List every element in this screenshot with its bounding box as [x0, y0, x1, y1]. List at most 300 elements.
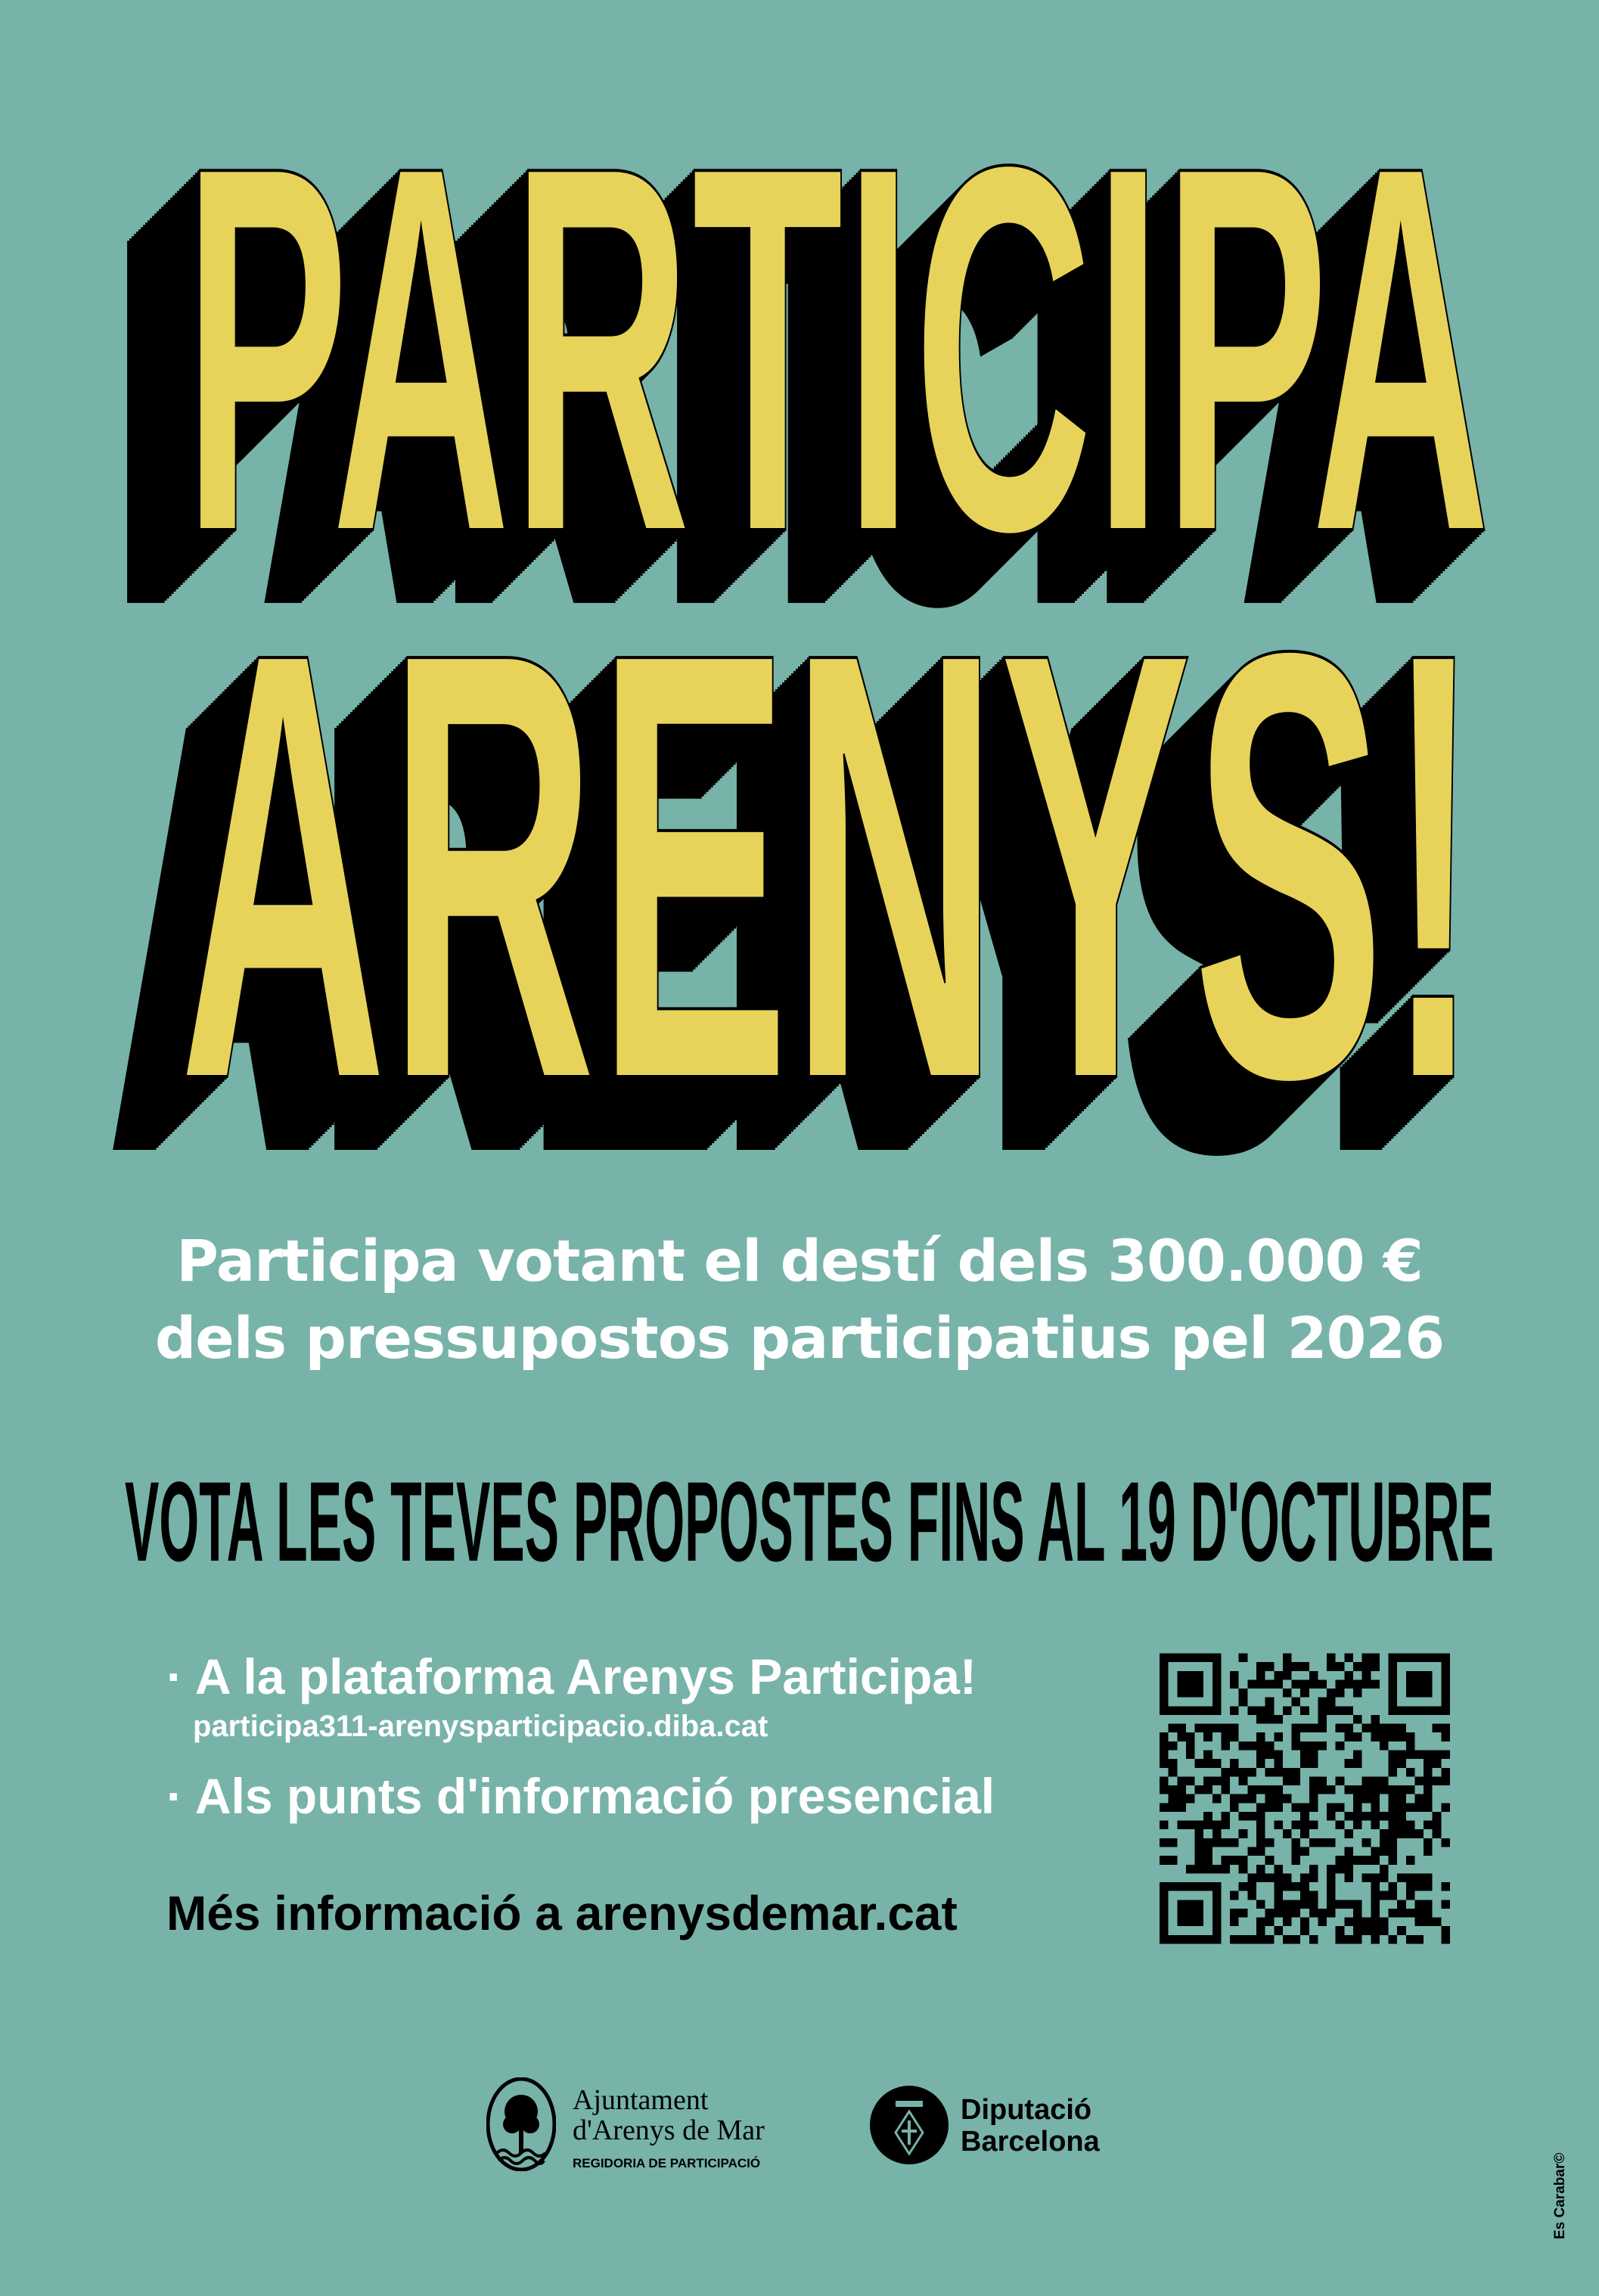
qr-module [1292, 1698, 1301, 1707]
qr-module [1300, 1891, 1309, 1900]
qr-module [1441, 1776, 1450, 1785]
qr-module [1247, 1679, 1256, 1689]
qr-module [1230, 1768, 1239, 1777]
qr-module [1256, 1821, 1265, 1830]
qr-module [1300, 1918, 1309, 1927]
qr-module [1256, 1900, 1265, 1909]
qr-module [1283, 1909, 1292, 1918]
qr-module [1353, 1751, 1362, 1760]
qr-module [1221, 1812, 1230, 1821]
qr-module [1318, 1918, 1327, 1927]
qr-module [1300, 1900, 1309, 1909]
qr-module [1397, 1909, 1406, 1918]
qr-module [1230, 1679, 1239, 1689]
qr-module [1256, 1741, 1265, 1751]
qr-module [1353, 1856, 1362, 1865]
qr-module [1212, 1724, 1222, 1733]
qr-module [1318, 1679, 1327, 1689]
qr-module [1336, 1926, 1345, 1935]
qr-module [1309, 1741, 1318, 1751]
qr-module [1292, 1679, 1301, 1689]
qr-module [1362, 1724, 1371, 1733]
qr-module [1265, 1856, 1275, 1865]
qr-module [1256, 1785, 1265, 1794]
qr-module [1414, 1909, 1424, 1918]
qr-module [1344, 1679, 1353, 1689]
qr-module [1336, 1803, 1345, 1812]
qr-module [1344, 1873, 1353, 1882]
qr-module [1371, 1812, 1380, 1821]
qr-module [1424, 1759, 1433, 1768]
qr-module [1380, 1741, 1389, 1751]
qr-module [1362, 1654, 1371, 1663]
qr-module [1274, 1909, 1283, 1918]
qr-module [1389, 1856, 1398, 1865]
qr-module [1353, 1732, 1362, 1741]
qr-module [1292, 1856, 1301, 1865]
qr-module [1230, 1794, 1239, 1804]
qr-module [1239, 1856, 1248, 1865]
qr-module [1336, 1706, 1345, 1715]
qr-module [1353, 1821, 1362, 1830]
qr-module [1239, 1768, 1248, 1777]
qr-module [1247, 1882, 1256, 1891]
qr-module [1406, 1873, 1415, 1882]
qr-module [1292, 1724, 1301, 1733]
qr-module [1397, 1794, 1406, 1804]
qr-module [1406, 1909, 1415, 1918]
qr-module [1309, 1821, 1318, 1830]
qr-module [1406, 1751, 1415, 1760]
qr-module [1230, 1803, 1239, 1812]
qr-module [1283, 1829, 1292, 1838]
ajuntament-emblem [486, 2077, 556, 2171]
qr-module [1265, 1918, 1275, 1927]
qr-module [1169, 1856, 1178, 1865]
qr-module [1441, 1900, 1450, 1909]
qr-module [1389, 1785, 1398, 1794]
qr-module [1362, 1873, 1371, 1882]
qr-module [1292, 1909, 1301, 1918]
qr-module [1160, 1821, 1169, 1830]
qr-module [1327, 1865, 1336, 1874]
qr-module [1177, 1803, 1186, 1812]
platform-url-link[interactable]: participa311-arenysparticipacio.diba.cat [193, 1710, 768, 1743]
qr-module [1239, 1794, 1248, 1804]
qr-module [1292, 1768, 1301, 1777]
qr-module [1371, 1873, 1380, 1882]
qr-module [1389, 1768, 1398, 1777]
qr-module [1203, 1776, 1212, 1785]
qr-module [1169, 1838, 1178, 1847]
qr-module [1247, 1935, 1256, 1944]
qr-module [1274, 1873, 1283, 1882]
qr-module [1424, 1882, 1433, 1891]
qr-module [1397, 1821, 1406, 1830]
qr-module [1230, 1838, 1239, 1847]
qr-module [1336, 1856, 1345, 1865]
qr-module [1265, 1662, 1275, 1671]
qr-module [1318, 1715, 1327, 1724]
qr-module [1362, 1856, 1371, 1865]
option-in-person-label: Als punts d'informació presencial [194, 1768, 995, 1824]
qr-module [1265, 1679, 1275, 1689]
qr-module [1283, 1689, 1292, 1698]
qr-module [1336, 1689, 1345, 1698]
qr-module [1274, 1882, 1283, 1891]
qr-module [1177, 1794, 1186, 1804]
qr-module [1389, 1759, 1398, 1768]
qr-module [1344, 1847, 1353, 1856]
qr-module [1160, 1838, 1169, 1847]
qr-finder [1177, 1671, 1203, 1698]
qr-module [1300, 1882, 1309, 1891]
qr-module [1203, 1838, 1212, 1847]
qr-module [1239, 1829, 1248, 1838]
qr-module [1274, 1865, 1283, 1874]
qr-module [1397, 1724, 1406, 1733]
qr-module [1353, 1926, 1362, 1935]
qr-module [1406, 1785, 1415, 1794]
qr-module [1380, 1829, 1389, 1838]
qr-module [1414, 1900, 1424, 1909]
qr-module [1221, 1741, 1230, 1751]
qr-module [1283, 1776, 1292, 1785]
qr-module [1309, 1776, 1318, 1785]
qr-module [1327, 1654, 1336, 1663]
qr-module [1309, 1724, 1318, 1733]
qr-module [1353, 1812, 1362, 1821]
qr-module [1274, 1671, 1283, 1680]
qr-module [1203, 1732, 1212, 1741]
qr-module [1292, 1882, 1301, 1891]
qr-module [1441, 1724, 1450, 1733]
qr-module [1265, 1785, 1275, 1794]
qr-module [1389, 1724, 1398, 1733]
qr-module [1256, 1803, 1265, 1812]
qr-module [1371, 1679, 1380, 1689]
qr-module [1371, 1882, 1380, 1891]
qr-module [1424, 1768, 1433, 1777]
qr-module [1239, 1698, 1248, 1707]
qr-module [1274, 1891, 1283, 1900]
headline-line2: ARENYS! [179, 525, 1482, 1206]
qr-module [1309, 1865, 1318, 1874]
qr-module [1309, 1794, 1318, 1804]
qr-module [1344, 1900, 1353, 1909]
more-info-text: Més informació a arenysdemar.cat [166, 1886, 958, 1940]
qr-module [1344, 1732, 1353, 1741]
qr-module [1265, 1909, 1275, 1918]
qr-module [1274, 1794, 1283, 1804]
qr-module [1265, 1751, 1275, 1760]
qr-module [1441, 1926, 1450, 1935]
qr-module [1389, 1812, 1398, 1821]
qr-module [1309, 1803, 1318, 1812]
diputacio-emblem [868, 2084, 952, 2166]
qr-module [1292, 1741, 1301, 1751]
qr-module [1389, 1838, 1398, 1847]
qr-module [1239, 1865, 1248, 1874]
qr-module [1414, 1829, 1424, 1838]
qr-module [1283, 1882, 1292, 1891]
qr-module [1256, 1812, 1265, 1821]
qr-module [1274, 1926, 1283, 1935]
qr-module [1371, 1785, 1380, 1794]
qr-module [1362, 1776, 1371, 1785]
qr-module [1203, 1821, 1212, 1830]
qr-module [1186, 1776, 1195, 1785]
qr-module [1221, 1856, 1230, 1865]
qr-module [1247, 1785, 1256, 1794]
qr-module [1239, 1689, 1248, 1698]
qr-module [1169, 1768, 1178, 1777]
qr-module [1371, 1918, 1380, 1927]
qr-module [1239, 1776, 1248, 1785]
qr-module [1292, 1838, 1301, 1847]
qr-module [1371, 1794, 1380, 1804]
qr-module [1292, 1662, 1301, 1671]
qr-module [1353, 1679, 1362, 1689]
qr-module [1424, 1776, 1433, 1785]
qr-module [1327, 1689, 1336, 1698]
qr-module [1274, 1785, 1283, 1794]
qr-module [1424, 1918, 1433, 1927]
option-platform [166, 1648, 976, 1705]
ajuntament-line1: Ajuntament [573, 2084, 709, 2116]
qr-module [1274, 1679, 1283, 1689]
qr-module [1300, 1741, 1309, 1751]
qr-module [1256, 1829, 1265, 1838]
qr-module [1195, 1821, 1204, 1830]
qr-module [1397, 1926, 1406, 1935]
qr-module [1353, 1803, 1362, 1812]
qr-module [1221, 1768, 1230, 1777]
qr-module [1389, 1909, 1398, 1918]
qr-module [1309, 1873, 1318, 1882]
qr-module [1300, 1803, 1309, 1812]
qr-module [1300, 1812, 1309, 1821]
qr-module [1274, 1759, 1283, 1768]
qr-module [1344, 1856, 1353, 1865]
qr-module [1292, 1847, 1301, 1856]
qr-module [1397, 1785, 1406, 1794]
qr-module [1371, 1847, 1380, 1856]
qr-module [1380, 1891, 1389, 1900]
qr-module [1414, 1935, 1424, 1944]
qr-module [1389, 1751, 1398, 1760]
option-platform-label: A la plataforma Arenys Participa! [194, 1648, 976, 1704]
qr-module [1433, 1759, 1442, 1768]
qr-module [1380, 1926, 1389, 1935]
qr-module [1247, 1794, 1256, 1804]
qr-module [1336, 1741, 1345, 1751]
qr-module [1371, 1926, 1380, 1935]
qr-module [1203, 1759, 1212, 1768]
qr-module [1380, 1918, 1389, 1927]
qr-module [1424, 1909, 1433, 1918]
qr-module [1318, 1724, 1327, 1733]
qr-module [1265, 1873, 1275, 1882]
qr-module [1177, 1732, 1186, 1741]
diputacio-line1: Diputació [961, 2094, 1092, 2126]
qr-module [1300, 1873, 1309, 1882]
qr-module [1160, 1776, 1169, 1785]
qr-module [1371, 1856, 1380, 1865]
qr-module [1203, 1812, 1212, 1821]
qr-module [1318, 1776, 1327, 1785]
qr-module [1353, 1715, 1362, 1724]
qr-module [1239, 1654, 1248, 1663]
qr-module [1212, 1794, 1222, 1804]
option-in-person [166, 1767, 995, 1825]
qr-module [1256, 1873, 1265, 1882]
qr-module [1344, 1935, 1353, 1944]
qr-module [1230, 1909, 1239, 1918]
qr-module [1380, 1785, 1389, 1794]
qr-module [1195, 1847, 1204, 1856]
qr-module [1256, 1751, 1265, 1760]
qr-module [1265, 1935, 1275, 1944]
qr-module [1389, 1732, 1398, 1741]
qr-module [1441, 1838, 1450, 1847]
qr-module [1362, 1785, 1371, 1794]
qr-module [1195, 1838, 1204, 1847]
qr-module [1353, 1918, 1362, 1927]
qr-module [1362, 1812, 1371, 1821]
qr-module [1362, 1926, 1371, 1935]
qr-module [1186, 1821, 1195, 1830]
qr-module [1274, 1768, 1283, 1777]
qr-module [1256, 1662, 1265, 1671]
qr-module [1309, 1900, 1318, 1909]
qr-module [1160, 1803, 1169, 1812]
qr-module [1318, 1698, 1327, 1707]
qr-module [1441, 1732, 1450, 1741]
qr-module [1203, 1785, 1212, 1794]
qr-module [1265, 1794, 1275, 1804]
qr-module [1195, 1856, 1204, 1865]
qr-module [1327, 1838, 1336, 1847]
qr-module [1389, 1829, 1398, 1838]
qr-module [1344, 1918, 1353, 1927]
qr-code[interactable] [1160, 1652, 1450, 1945]
qr-module [1274, 1751, 1283, 1760]
qr-module [1336, 1724, 1345, 1733]
qr-module [1265, 1741, 1275, 1751]
qr-module [1414, 1882, 1424, 1891]
qr-module [1371, 1821, 1380, 1830]
headline-line1: PARTICIPA [183, 57, 1491, 641]
qr-module [1221, 1821, 1230, 1830]
qr-module [1353, 1689, 1362, 1698]
qr-module [1414, 1803, 1424, 1812]
qr-module [1160, 1856, 1169, 1865]
qr-module [1414, 1873, 1424, 1882]
qr-module [1300, 1706, 1309, 1715]
qr-module [1169, 1759, 1178, 1768]
qr-module [1221, 1785, 1230, 1794]
qr-module [1239, 1741, 1248, 1751]
bullet: · [166, 1768, 183, 1824]
qr-module [1406, 1821, 1415, 1830]
qr-module [1300, 1829, 1309, 1838]
qr-module [1389, 1821, 1398, 1830]
qr-module [1265, 1706, 1275, 1715]
qr-module [1414, 1794, 1424, 1804]
qr-module [1160, 1759, 1169, 1768]
qr-module [1247, 1891, 1256, 1900]
qr-module [1380, 1838, 1389, 1847]
qr-module [1230, 1891, 1239, 1900]
diputacio-logo-text [961, 2094, 1100, 2158]
qr-module [1389, 1891, 1398, 1900]
qr-module [1230, 1732, 1239, 1741]
qr-module [1406, 1732, 1415, 1741]
qr-module [1433, 1724, 1442, 1733]
qr-module [1195, 1759, 1204, 1768]
qr-module [1230, 1724, 1239, 1733]
qr-module [1353, 1785, 1362, 1794]
qr-module [1433, 1776, 1442, 1785]
qr-module [1397, 1829, 1406, 1838]
qr-module [1397, 1803, 1406, 1812]
qr-module [1406, 1803, 1415, 1812]
qr-module [1203, 1865, 1212, 1874]
qr-module [1265, 1768, 1275, 1777]
qr-module [1309, 1679, 1318, 1689]
qr-module [1186, 1741, 1195, 1751]
qr-finder [1406, 1671, 1433, 1698]
qr-module [1327, 1812, 1336, 1821]
qr-module [1212, 1829, 1222, 1838]
qr-module [1256, 1732, 1265, 1741]
qr-module [1344, 1671, 1353, 1680]
qr-module [1300, 1724, 1309, 1733]
qr-module [1292, 1776, 1301, 1785]
qr-module [1239, 1882, 1248, 1891]
deadline-text: VOTA LES TEVES PROPOSTES FINS AL 19 D'OCTUBRE [125, 1471, 1494, 1570]
qr-module [1362, 1918, 1371, 1927]
qr-module [1221, 1838, 1230, 1847]
qr-module [1265, 1715, 1275, 1724]
qr-module [1247, 1812, 1256, 1821]
qr-module [1283, 1794, 1292, 1804]
qr-module [1186, 1732, 1195, 1741]
qr-module [1247, 1768, 1256, 1777]
qr-module [1256, 1865, 1265, 1874]
qr-module [1309, 1838, 1318, 1847]
diputacio-line2: Barcelona [961, 2126, 1100, 2158]
qr-module [1424, 1900, 1433, 1909]
qr-finder [1177, 1900, 1203, 1926]
qr-module [1327, 1803, 1336, 1812]
qr-module [1344, 1654, 1353, 1663]
qr-module [1327, 1873, 1336, 1882]
qr-module [1256, 1847, 1265, 1856]
qr-module [1380, 1776, 1389, 1785]
qr-module [1406, 1882, 1415, 1891]
qr-module [1239, 1909, 1248, 1918]
qr-module [1424, 1847, 1433, 1856]
qr-module [1327, 1909, 1336, 1918]
qr-module [1309, 1671, 1318, 1680]
qr-module [1380, 1865, 1389, 1874]
qr-module [1327, 1891, 1336, 1900]
qr-module [1327, 1900, 1336, 1909]
qr-module [1186, 1865, 1195, 1874]
qr-module [1221, 1724, 1230, 1733]
